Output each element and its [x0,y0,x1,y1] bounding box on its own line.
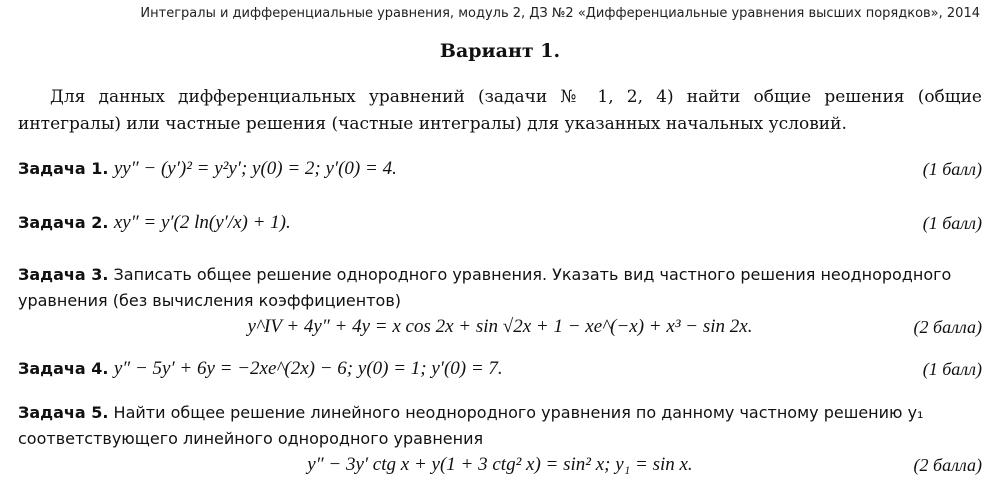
task-4-score: (1 балл) [922,359,982,379]
task-3-score: (2 балла) [913,317,982,337]
task-3-name: Задача 3. [18,265,109,284]
task-5-name: Задача 5. [18,403,109,422]
task-2-formula: xy″ = y′(2 ln(y′/x) + 1). [113,212,291,233]
task-3-formula: y^IV + 4y″ + 4y = x cos 2x + sin √2x + 1 − xe^(−x) + x³ − sin 2x. [247,316,753,337]
task-3-description: Записать общее решение однородного уравнения. Указать вид частного решения неоднородного уравнения (без вычисления коэффициентов) [18,265,952,310]
task-3-text [18,262,982,314]
intro-paragraph: Для данных дифференциальных уравнений (задачи № 1, 2, 4) найти общие решения (общие интегралы) или частные решения (частные интегралы) для указанных начальных условий. [18,87,982,134]
task-4 [18,356,982,382]
task-4-formula: y″ − 5y′ + 6y = −2xe^(2x) − 6; y(0) = 1; y′(0) = 7. [113,358,503,379]
task-4-name: Задача 4. [18,359,109,378]
task-5-formula-line [18,452,982,478]
task-1-formula: yy″ − (y′)² = y²y′; y(0) = 2; y′(0) = 4. [113,158,397,179]
task-1-score: (1 балл) [922,159,982,179]
task-2-line [18,210,982,236]
task-5 [18,400,982,478]
variant-title: Вариант 1. [439,40,561,62]
task-1-name: Задача 1. [18,159,109,178]
task-5-text [18,400,982,452]
task-3-formula-line [18,314,982,340]
task-5-description: Найти общее решение линейного неоднородного уравнения по данному частному решению y₁ соответствующего линейного однородного уравнения [18,403,924,448]
task-1 [18,156,982,182]
task-4-line [18,356,982,382]
task-1-line [18,156,982,182]
task-2-score: (1 балл) [922,213,982,233]
task-5-score: (2 балла) [913,455,982,475]
running-header: Интегралы и дифференциальные уравнения, модуль 2, ДЗ №2 «Дифференциальные уравнения высших порядков», 2014 [140,6,980,21]
task-2-name: Задача 2. [18,213,109,232]
task-5-formula: y″ − 3y′ ctg x + y(1 + 3 ctg² x) = sin² x; y₁ = sin x. [307,454,693,475]
task-2 [18,210,982,236]
task-3 [18,262,982,340]
